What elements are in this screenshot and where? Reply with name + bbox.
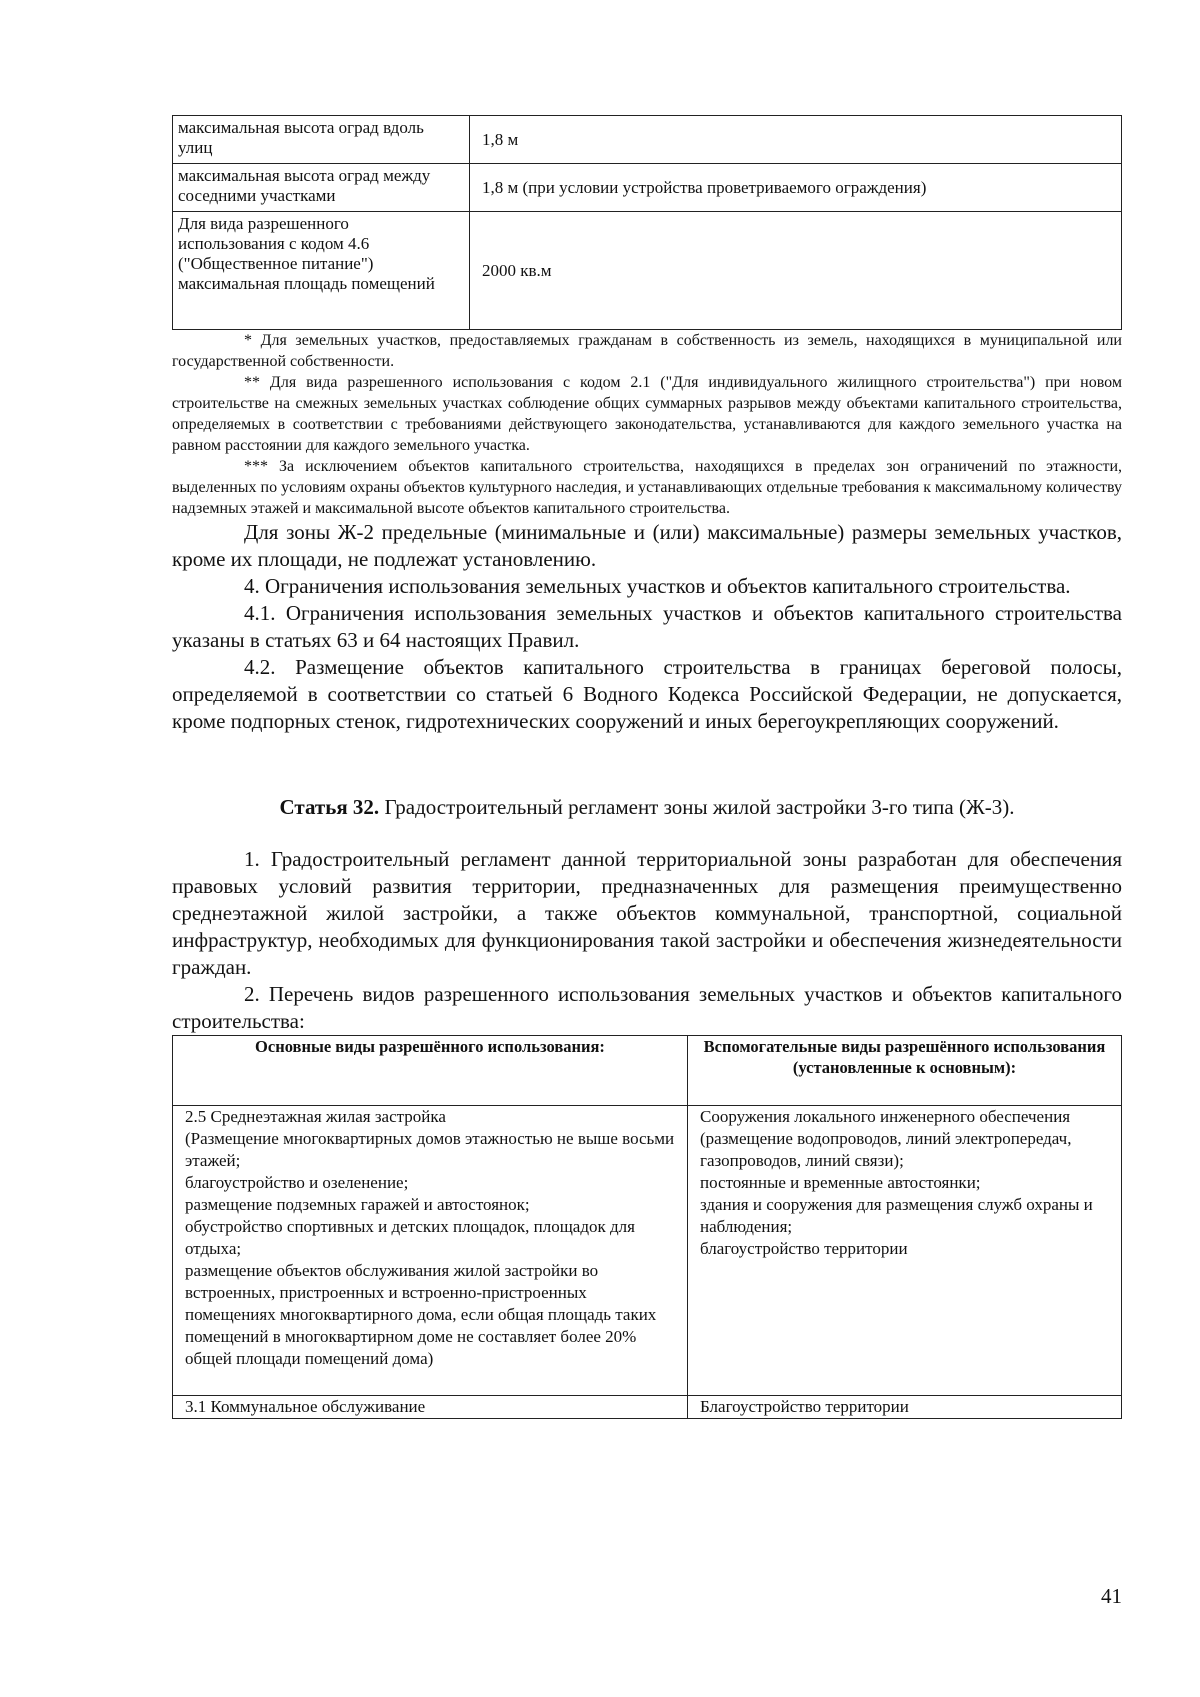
aux-use-cell: Сооружения локального инженерного обеспечения (размещение водопроводов, линий электропередач, газопроводов, линий связи); постоянные и временные автостоянки; здания и сооружения для размещения служб охраны и наблюдения; благоустройство территории <box>688 1106 1122 1396</box>
paragraph: Для зоны Ж-2 предельные (минимальные и (или) максимальные) размеры земельных участков, кроме их площади, не подлежат установлению. <box>172 520 1122 571</box>
footnotes <box>172 330 1122 519</box>
main-use-cell: 3.1 Коммунальное обслуживание <box>173 1396 688 1419</box>
article-number: Статья 32. <box>279 795 380 819</box>
table-row <box>173 1106 1122 1396</box>
table-row <box>173 116 1122 164</box>
table-row <box>173 1396 1122 1419</box>
limits-table <box>172 115 1122 330</box>
paragraph: 4.2. Размещение объектов капитального строительства в границах береговой полосы, определяемой в соответствии со статьей 6 Водного Кодекса Российской Федерации, не допускается, кроме подпорных стенок, гидротехнических сооружений и иных берегоукрепляющих сооружений. <box>172 655 1122 733</box>
table-row <box>173 164 1122 212</box>
paragraph: 4. Ограничения использования земельных участков и объектов капитального строительства. <box>244 574 1071 598</box>
paragraph: 2. Перечень видов разрешенного использования земельных участков и объектов капитального строительства: <box>172 982 1122 1033</box>
footnote-3: *** За исключением объектов капитального строительства, находящихся в пределах зон ограничений по этажности, выделенных по условиям охраны объектов культурного наследия, и устанавливающих отдельные требования к максимальному количеству надземных этажей и максимальной высоте объектов капитального строительства. <box>172 458 1122 517</box>
column-header-aux: Вспомогательные виды разрешённого использования (установленные к основным): <box>688 1036 1122 1106</box>
article-text <box>172 846 1122 1035</box>
limit-label: Для вида разрешенного использования с кодом 4.6 ("Общественное питание") максимальная площадь помещений <box>173 212 470 330</box>
limit-label: максимальная высота оград между соседними участками <box>173 164 470 212</box>
footnote-2: ** Для вида разрешенного использования с кодом 2.1 ("Для индивидуального жилищного строительства") при новом строительстве на смежных земельных участках соблюдение общих суммарных разрывов между объектами капитального строительства, определяемых в соответствии с требованиями действующего законодательства, устанавливаются для каждого земельного участка на равном расстоянии для каждого земельного участка. <box>172 374 1122 454</box>
article-title: Градостроительный регламент зоны жилой застройки 3-го типа (Ж-3). <box>384 795 1015 819</box>
limit-label: максимальная высота оград вдоль улиц <box>173 116 470 164</box>
section-text <box>172 519 1122 735</box>
main-use-cell: 2.5 Среднеэтажная жилая застройка (Размещение многоквартирных домов этажностью не выше восьми этажей; благоустройство и озеленение; размещение подземных гаражей и автостоянок; обустройство спортивных и детских площадок, площадок для отдыха; размещение объектов обслуживания жилой застройки во встроенных, пристроенных и встроенно-пристроенных помещениях многоквартирного дома, если общая площадь таких помещений в многоквартирном доме не составляет более 20% общей площади помещений дома) <box>173 1106 688 1396</box>
page-number: 41 <box>1101 1584 1122 1608</box>
article-heading <box>172 793 1122 821</box>
table-header-row <box>173 1036 1122 1106</box>
paragraph: 4.1. Ограничения использования земельных участков и объектов капитального строительства указаны в статьях 63 и 64 настоящих Правил. <box>172 601 1122 652</box>
paragraph: 1. Градостроительный регламент данной территориальной зоны разработан для обеспечения правовых условий развития территории, предназначенных для размещения преимущественно среднеэтажной жилой застройки, а также объектов коммунальной, транспортной, социальной инфраструктур, необходимых для функционирования такой застройки и обеспечения жизнедеятельности граждан. <box>172 847 1122 979</box>
limit-value: 1,8 м <box>470 116 1122 164</box>
table-row <box>173 212 1122 330</box>
limit-value: 2000 кв.м <box>470 212 1122 330</box>
column-header-main: Основные виды разрешённого использования: <box>173 1036 688 1106</box>
document-page <box>172 115 1122 1419</box>
limit-value: 1,8 м (при условии устройства проветриваемого ограждения) <box>470 164 1122 212</box>
footnote-1: * Для земельных участков, предоставляемых гражданам в собственность из земель, находящихся в муниципальной или государственной собственности. <box>172 332 1122 370</box>
uses-table <box>172 1035 1122 1419</box>
aux-use-cell: Благоустройство территории <box>688 1396 1122 1419</box>
